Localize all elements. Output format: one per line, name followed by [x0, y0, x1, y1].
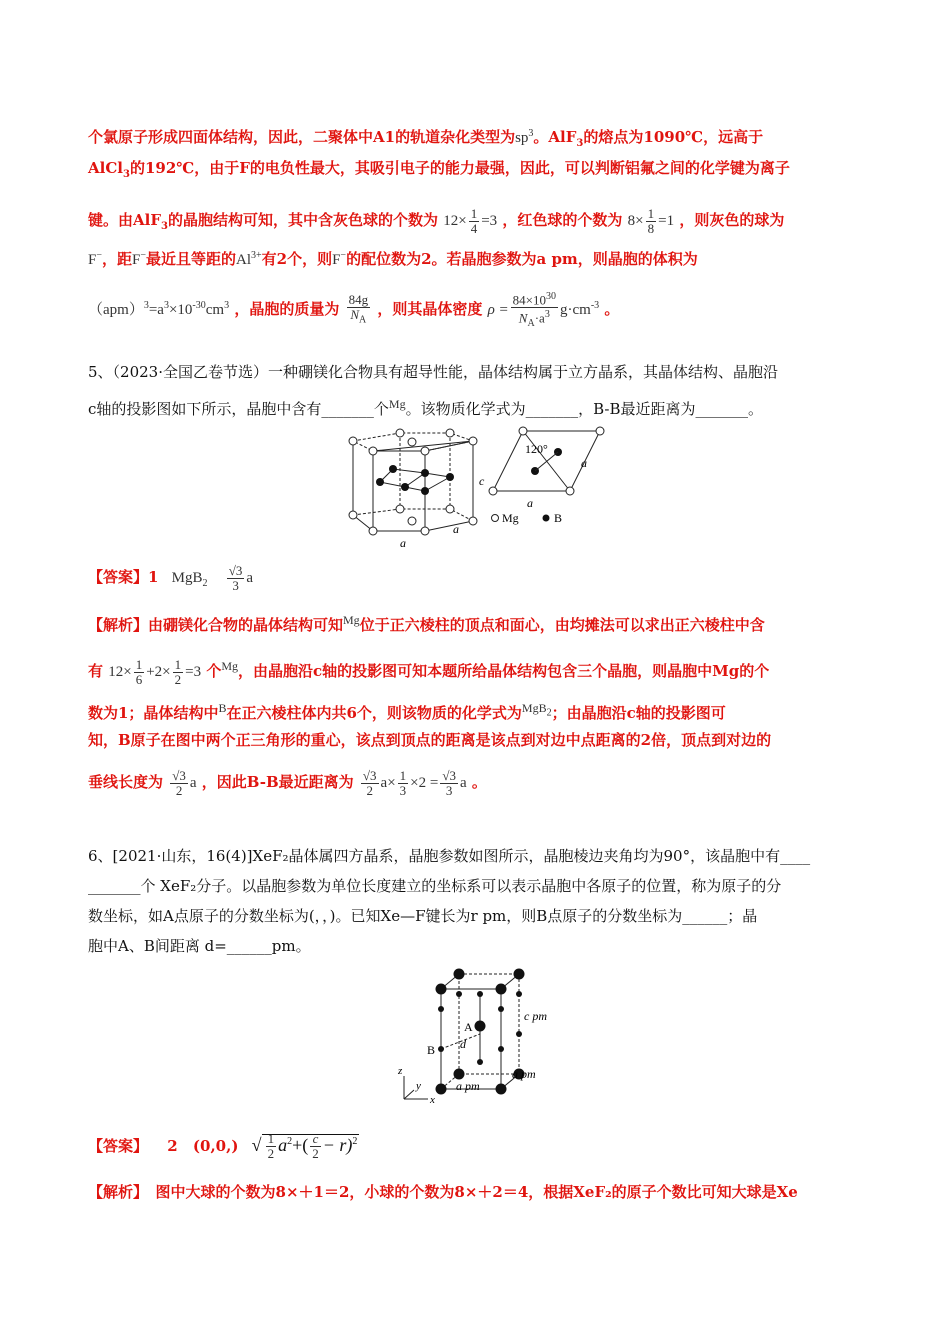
- fig5-label-angle: 120°: [525, 442, 548, 456]
- math-12x1-4: 12× $\frac{1}{4}$ =3: [443, 206, 498, 237]
- fig6-label-a2: a pm: [456, 1079, 480, 1093]
- q5-line-1: 5、（2023·全国乙卷节选）一种硼镁化合物具有超导性能，晶体结构属于立方晶系，其晶体结构、晶胞沿: [88, 363, 778, 381]
- fig5-label-pa1: a: [581, 456, 587, 470]
- xef2-unit-cell-figure: [396, 964, 566, 1109]
- q6-line-3: 数坐标，如A点原子的分数坐标为(，，)。已知Xe—F键长为r pm，则B点原子的分数坐标为______；晶: [88, 907, 758, 925]
- q5-exp-line-5: 垂线长度为 $\frac{√3}{2}$ a ，因此B-B最近距离为 $\frac{√3}{2}$ a× $\frac{1}{3}$ ×2 = $\frac{√3}{3}$ a 。: [88, 767, 487, 799]
- fig6-label-d: d: [460, 1037, 466, 1051]
- fig5-label-a2: a: [453, 522, 459, 536]
- sec4-line-1: 个氯原子形成四面体结构，因此，二聚体中A1的轨道杂化类型为$sp^3$。AlF$_3$的熔点为1090℃，远高于: [88, 128, 764, 149]
- fig6-label-A: A: [464, 1020, 473, 1034]
- fig6-label-B: B: [427, 1043, 436, 1057]
- fig6-label-c: c pm: [524, 1009, 547, 1023]
- axis-x-label: x: [430, 1094, 435, 1106]
- sec4-line-4: F−，距F−最近且等距的$Al^{3+}$有2个，则F−的配位数为2。若晶胞参数为a pm，则晶胞的体积为: [88, 250, 698, 268]
- q5-exp-line-1: 【解析】由硼镁化合物的晶体结构可知$^{Mg}$位于正六棱柱的顶点和面心，由均摊法可以求出正六棱柱中含: [88, 613, 765, 634]
- math-density: ρ = $\frac{84\times 10^{30}}{N_A\cdot a^3}$ $g\cdot cm^{-3}$: [487, 290, 600, 330]
- math-volume: $(apm)^3=a^3\times 10^{-30}cm^3$: [88, 300, 230, 318]
- q5-exp-line-2: 有 12× $\frac{1}{6}$ +2× $\frac{1}{2}$ =3 个$^{Mg}$，由晶胞沿c轴的投影图可知本题所给晶体结构包含三个晶胞，则晶胞中Mg的个: [88, 657, 770, 688]
- math-8x1-8: 8× $\frac{1}{8}$ =1: [627, 206, 675, 237]
- math-distance-sqrt: √ $\frac{1}{2}$ $a^2+$( $\frac{c}{2}$ − r)$^2$: [251, 1131, 358, 1162]
- q6-exp-line-1: 【解析】 图中大球的个数为8×＋1＝2，小球的个数为8×＋2＝4，根据XeF₂的原子个数比可知大球是Xe: [88, 1183, 798, 1201]
- axis-z-label: z: [398, 1065, 403, 1077]
- axis-y-label: y: [416, 1080, 421, 1092]
- fig6-label-a1: a pm: [512, 1067, 536, 1081]
- legend-mg: Mg: [502, 511, 519, 525]
- math-sp3: $sp^3$: [515, 128, 534, 146]
- sec4-line-2: AlCl$_3$的192℃，由于F的电负性最大，其吸引电子的能力最强，因此，可以判断铝氟之间的化学键为离子: [88, 159, 790, 180]
- fig5-label-c: c: [479, 474, 485, 488]
- mgb2-structure-figure: [345, 425, 605, 550]
- q6-line-1: 6、[2021·山东，16(4)]XeF₂晶体属四方晶系，晶胞参数如图所示，晶胞棱边夹角均为90°，该晶胞中有____: [88, 847, 811, 865]
- legend-b: B: [554, 511, 563, 525]
- sec4-line-3: 键。由AlF$_3$的晶胞结构可知，其中含灰色球的个数为 12× $\frac{1}{4}$ =3 ，红色球的个数为 8× $\frac{1}{8}$ =1 ，则灰色的球为: [88, 206, 785, 237]
- sec4-line-5: $(apm)^3=a^3\times 10^{-30}cm^3$ ，晶胞的质量为 $\frac{84g}{N_A}$ ，则其晶体密度 ρ = $\frac{84\times 10^{30}}{N_A\cdot a^3}$ $g\cdot cm^{-3}$ 。: [88, 290, 620, 330]
- q5-exp-line-3: 数为1；晶体结构中$^B$在正六棱柱体内共6个，则该物质的化学式为$^{MgB_2}$；由晶胞沿c轴的投影图可: [88, 701, 726, 722]
- fig5-label-pa2: a: [527, 496, 533, 510]
- fig5-label-a1: a: [400, 536, 406, 550]
- q6-line-4: 胞中A、B间距离 d=______pm。: [88, 937, 311, 955]
- q5-exp-line-4: 知，B原子在图中两个正三角形的重心，该点到顶点的距离是该点到对边中点距离的2倍，顶点到对边的: [88, 731, 772, 749]
- math-mass: $\frac{84g}{N_A}$: [348, 291, 369, 326]
- q5-answer: 【答案】1 MgB$_2$ $\frac{√3}{3}$ a: [88, 562, 254, 593]
- q5-line-2: c轴的投影图如下所示，晶胞中含有_______个$^{Mg}$。该物质化学式为_______，B-B最近距离为_______。: [88, 397, 763, 418]
- q6-answer: 【答案】 2 (0,0,) √ $\frac{1}{2}$ $a^2+$( $\frac{c}{2}$ − r)$^2$: [88, 1131, 358, 1162]
- q6-line-2: _______个 XeF₂分子。以晶胞参数为单位长度建立的坐标系可以表示晶胞中各原子的位置，称为原子的分: [88, 877, 782, 895]
